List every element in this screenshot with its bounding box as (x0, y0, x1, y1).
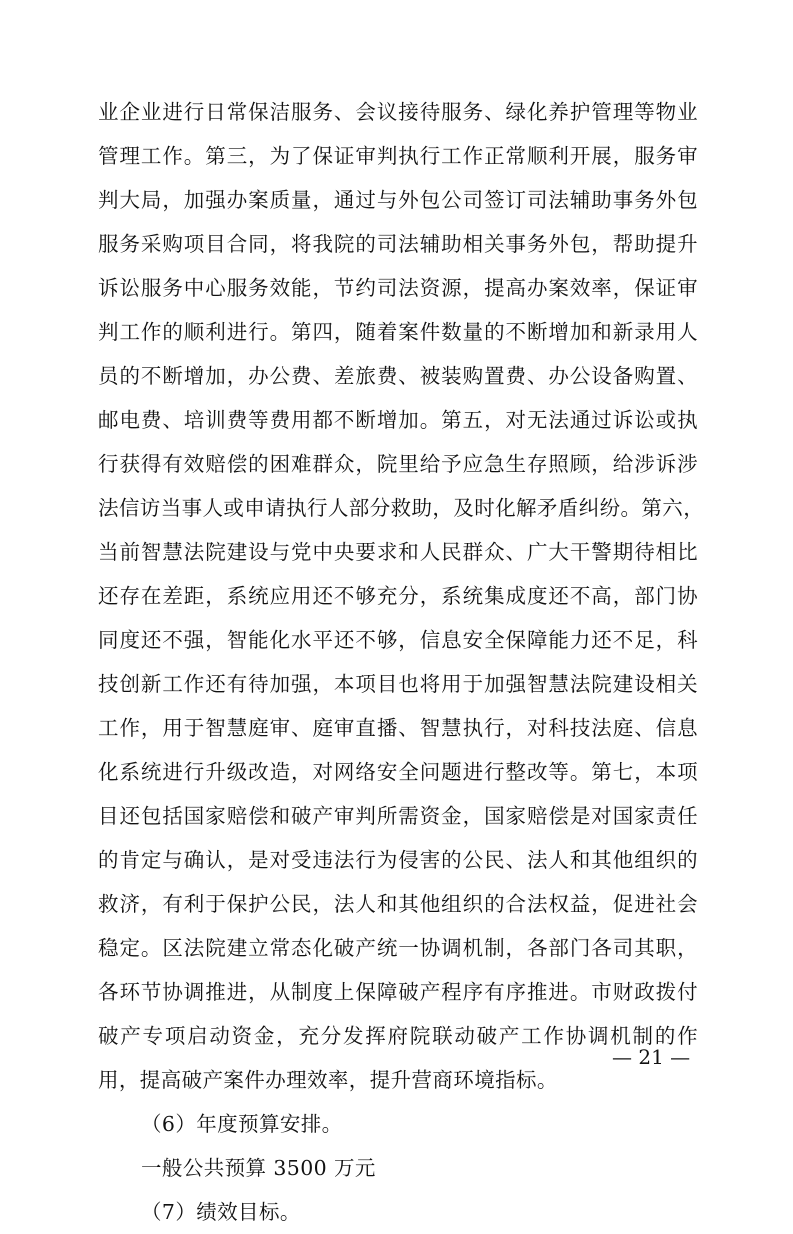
paragraph-line: 救济，有利于保护公民，法人和其他组织的合法权益，促进社会 (98, 892, 698, 916)
paragraph-line: 还存在差距，系统应用还不够充分，系统集成度还不高，部门协 (98, 584, 698, 608)
paragraph-line: 目还包括国家赔偿和破产审判所需资金，国家赔偿是对国家责任 (98, 804, 698, 828)
body-text (98, 90, 705, 1234)
budget-line: 一般公共预算 3500 万元 (141, 1156, 376, 1180)
paragraph-line: 行获得有效赔偿的困难群众，院里给予应急生存照顾，给涉诉涉 (98, 452, 698, 476)
paragraph-line: 用，提高破产案件办理效率，提升营商环境指标。 (98, 1068, 558, 1092)
paragraph-line: 判大局，加强办案质量，通过与外包公司签订司法辅助事务外包 (98, 188, 698, 212)
paragraph-line: 业企业进行日常保洁服务、会议接待服务、绿化养护管理等物业 (98, 100, 698, 124)
section-6-heading: （6）年度预算安排。 (141, 1112, 343, 1136)
paragraph-line: 判工作的顺利进行。第四，随着案件数量的不断增加和新录用人 (98, 320, 698, 344)
paragraph-line: 邮电费、培训费等费用都不断增加。第五，对无法通过诉讼或执 (98, 408, 698, 432)
paragraph-line: 工作，用于智慧庭审、庭审直播、智慧执行，对科技法庭、信息 (98, 716, 698, 740)
paragraph-line: 当前智慧法院建设与党中央要求和人民群众、广大干警期待相比 (98, 540, 698, 564)
page-number: — 21 — (612, 1045, 691, 1069)
paragraph-line: 诉讼服务中心服务效能，节约司法资源，提高办案效率，保证审 (98, 276, 698, 300)
paragraph-line: 技创新工作还有待加强，本项目也将用于加强智慧法院建设相关 (98, 672, 698, 696)
paragraph-line: 各环节协调推进，从制度上保障破产程序有序推进。市财政拨付 (98, 980, 698, 1004)
paragraph-line: 的肯定与确认，是对受违法行为侵害的公民、法人和其他组织的 (98, 848, 698, 872)
paragraph-line: 破产专项启动资金，充分发挥府院联动破产工作协调机制的作 (98, 1024, 698, 1048)
paragraph-line: 化系统进行升级改造，对网络安全问题进行整改等。第七，本项 (98, 760, 698, 784)
section-7-heading: （7）绩效目标。 (141, 1200, 301, 1224)
paragraph-line: 员的不断增加，办公费、差旅费、被装购置费、办公设备购置、 (98, 364, 698, 388)
paragraph-line: 稳定。区法院建立常态化破产统一协调机制，各部门各司其职， (98, 936, 698, 960)
paragraph-line: 法信访当事人或申请执行人部分救助，及时化解矛盾纠纷。第六， (98, 496, 705, 520)
paragraph-line: 管理工作。第三，为了保证审判执行工作正常顺利开展，服务审 (98, 144, 698, 168)
paragraph-line: 服务采购项目合同，将我院的司法辅助相关事务外包，帮助提升 (98, 232, 698, 256)
paragraph-line: 同度还不强，智能化水平还不够，信息安全保障能力还不足，科 (98, 628, 698, 652)
